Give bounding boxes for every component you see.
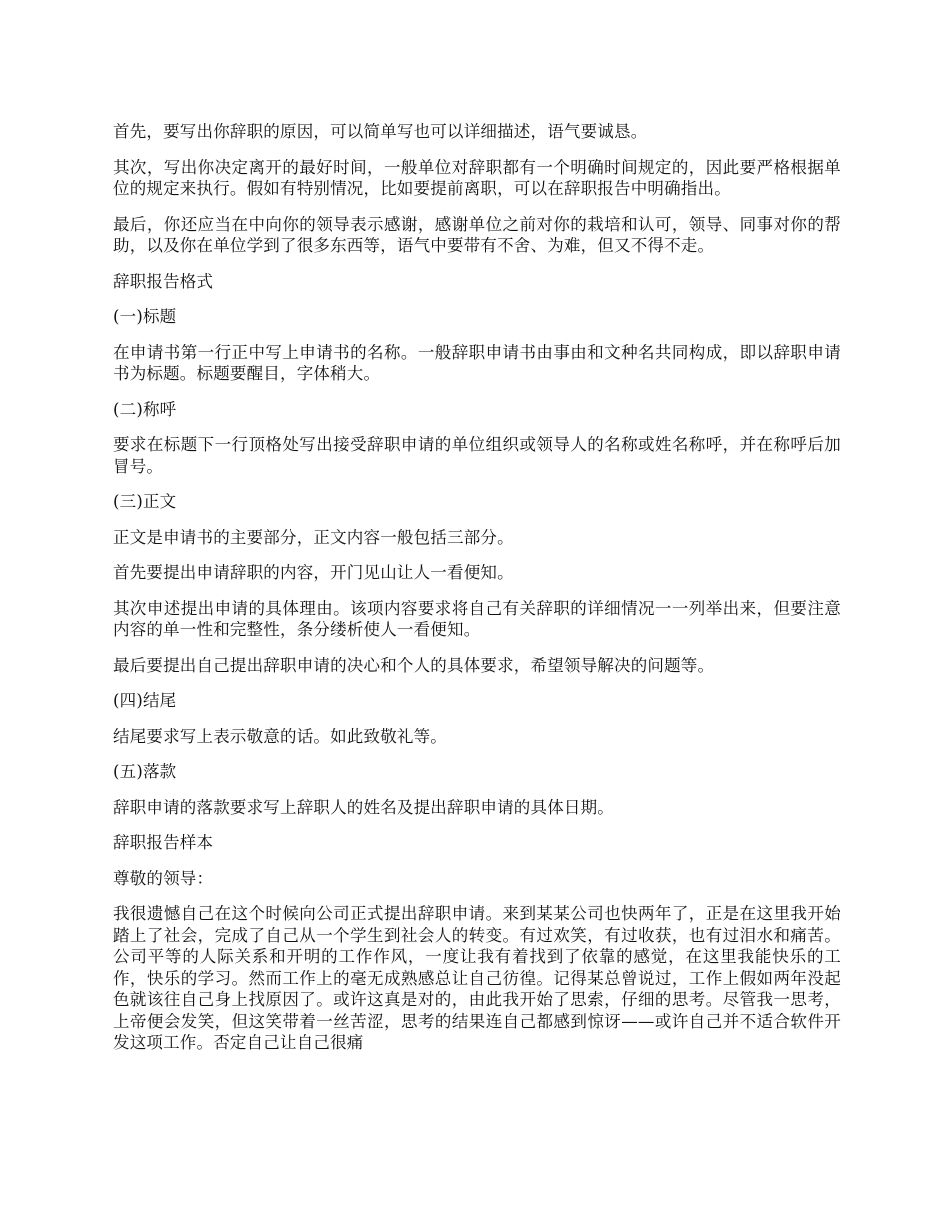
paragraph-body-last: 最后要提出自己提出辞职申请的决心和个人的具体要求，希望领导解决的问题等。 <box>113 655 715 675</box>
heading-format: 辞职报告格式 <box>113 271 214 291</box>
heading-salutation: (二)称呼 <box>113 399 177 419</box>
sample-greeting: 尊敬的领导： <box>113 868 214 888</box>
paragraph-body-second: 其次申述提出申请的具体理由。该项内容要求将自己有关辞职的详细情况一一列举出来，但要注意内容的单一性和完整性，条分缕析使人一看便知。 <box>113 598 841 639</box>
paragraph-salutation-desc: 要求在标题下一行顶格处写出接受辞职申请的单位组织或领导人的名称或姓名称呼，并在称呼后加冒号。 <box>113 435 841 476</box>
heading-sample: 辞职报告样本 <box>113 833 214 852</box>
paragraph-timing: 其次，写出你决定离开的最好时间，一般单位对辞职都有一个明确时间规定的，因此要严格根据单位的规定来执行。假如有特别情况，比如要提前离职，可以在辞职报告中明确指出。 <box>113 157 841 198</box>
heading-signature: (五)落款 <box>113 762 177 781</box>
sample-body: 我很遗憾自己在这个时候向公司正式提出辞职申请。来到某某公司也快两年了，正是在这里我开始踏上了社会，完成了自己从一个学生到社会人的转变。有过欢笑，有过收获，也有过泪水和痛苦。公司平等的人际关系和开明的工作作风，一度让我有着找到了依靠的感觉，在这里我能快乐的工作，快乐的学习。然而工作上的毫无成熟感总让自己彷徨。记得某总曾说过，工作上假如两年没起色就该往自己身上找原因了。或许这真是对的，由此我开始了思索，仔细的思考。尽管我一思考，上帝便会发笑，但这笑带着一丝苦涩，思考的结果连自己都感到惊讶——或许自己并不适合软件开发这项工作。否定自己让自己很痛 <box>113 904 841 1052</box>
heading-title: (一)标题 <box>113 307 177 326</box>
paragraph-thanks: 最后，你还应当在中向你的领导表示感谢，感谢单位之前对你的栽培和认可，领导、同事对你的帮助，以及你在单位学到了很多东西等，语气中要带有不舍、为难，但又不得不走。 <box>113 214 841 255</box>
paragraph-title-desc: 在申请书第一行正中写上申请书的名称。一般辞职申请书由事由和文种名共同构成，即以辞职申请书为标题。标题要醒目，字体稍大。 <box>113 342 841 383</box>
paragraph-closing-desc: 结尾要求写上表示敬意的话。如此致敬礼等。 <box>113 726 447 746</box>
paragraph-signature-desc: 辞职申请的落款要求写上辞职人的姓名及提出辞职申请的具体日期。 <box>113 797 614 817</box>
heading-closing: (四)结尾 <box>113 691 177 710</box>
heading-body: (三)正文 <box>113 492 177 511</box>
paragraph-body-first: 首先要提出申请辞职的内容，开门见山让人一看便知。 <box>113 563 514 582</box>
document-body <box>113 121 841 1068</box>
paragraph-reason: 首先，要写出你辞职的原因，可以简单写也可以详细描述，语气要诚恳。 <box>113 122 648 141</box>
paragraph-body-intro: 正文是申请书的主要部分，正文内容一般包括三部分。 <box>113 527 514 547</box>
